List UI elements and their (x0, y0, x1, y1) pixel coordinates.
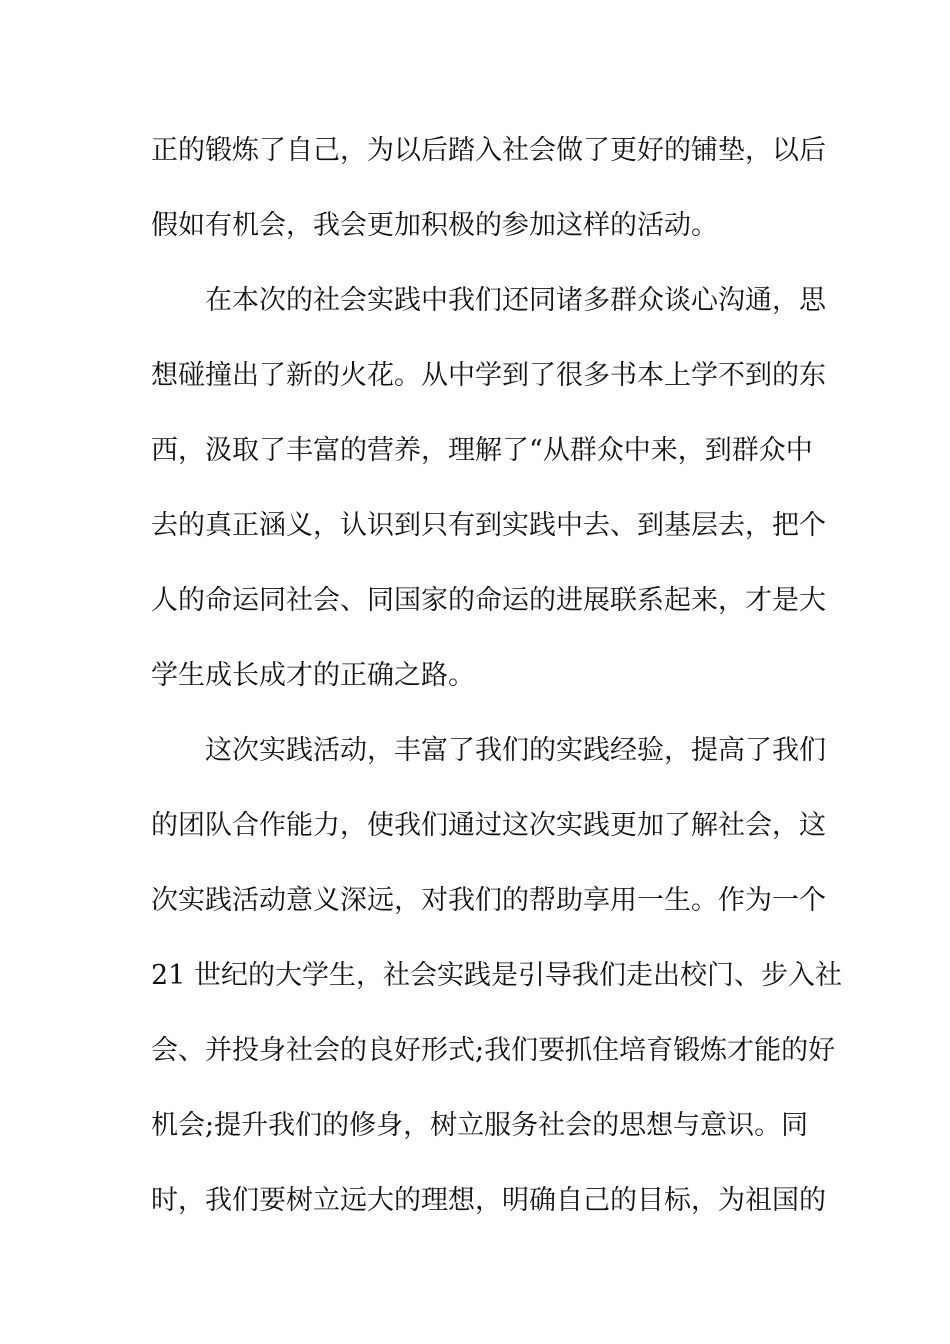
paragraph-start-line: 在本次的社会实践中我们还同诸多群众谈心沟通，思 (205, 285, 826, 316)
text-line: 次实践活动意义深远，对我们的帮助享用一生。作为一个 (151, 885, 826, 916)
text-line: 想碰撞出了新的火花。从中学到了很多书本上学不到的东 (151, 360, 826, 391)
text-line: 去的真正涵义，认识到只有到实践中去、到基层去，把个 (151, 510, 826, 541)
paragraph-start-line: 这次实践活动，丰富了我们的实践经验，提高了我们 (205, 735, 826, 766)
text-line: 学生成长成才的正确之路。 (151, 660, 475, 691)
text-line: 正的锻炼了自己，为以后踏入社会做了更好的铺垫，以后 (151, 135, 826, 166)
text-line: 人的命运同社会、同国家的命运的进展联系起来，才是大 (151, 585, 826, 616)
text-line: 机会;提升我们的修身，树立服务社会的思想与意识。同 (151, 1110, 809, 1141)
text-line: 西，汲取了丰富的营养，理解了“从群众中来，到群众中 (151, 435, 813, 466)
text-line: 会、并投身社会的良好形式;我们要抓住培育锻炼才能的好 (151, 1035, 836, 1066)
document-body (151, 131, 842, 1256)
text-line: 时，我们要树立远大的理想，明确自己的目标，为祖国的 (151, 1185, 826, 1216)
text-line: 21 世纪的大学生，社会实践是引导我们走出校门、步入社 (151, 960, 842, 991)
text-line: 假如有机会，我会更加积极的参加这样的活动。 (151, 210, 718, 241)
text-line: 的团队合作能力，使我们通过这次实践更加了解社会，这 (151, 810, 826, 841)
